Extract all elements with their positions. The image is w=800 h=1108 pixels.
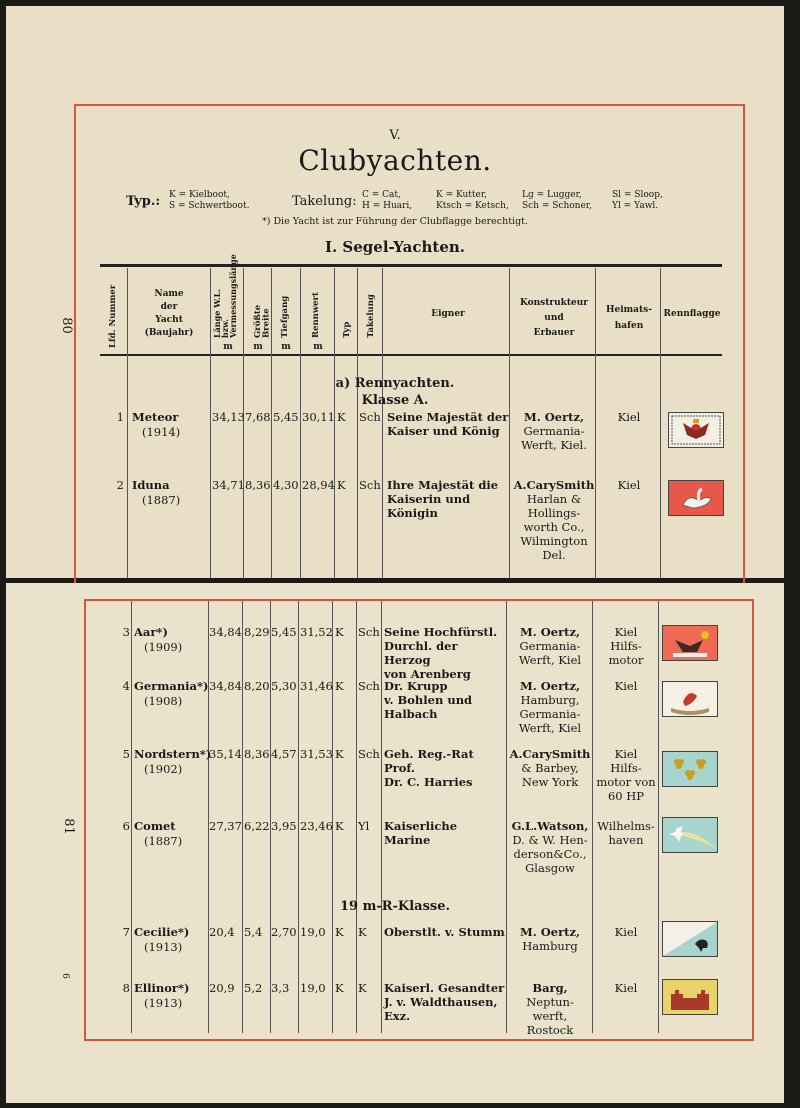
col-rule [332,601,333,1033]
hafen-line: Kiel [617,410,641,424]
col-header-takelung: Takelung [366,294,376,338]
cell-rennwert: 31,52 [300,625,333,639]
konstrukteur-line: M. Oertz, [520,679,580,693]
yacht-name: Aar*) [134,625,168,639]
section-klasse-a: Klasse A. [361,393,429,408]
cell-eigner [384,925,506,939]
cell-heimatshafen [598,410,660,424]
konstrukteur-line: Hamburg [522,939,578,953]
cell-typ: K [337,478,346,492]
yacht-year: (1914) [142,425,181,439]
cell-rennwert: 31,53 [300,747,333,761]
cell-takelung: Sch [358,679,380,693]
konstrukteur-line: G.L.Watson, [511,819,589,833]
row-number: 6 [122,819,130,833]
konstrukteur-line: worth Co., [523,520,585,534]
yacht-name: Ellinor*) [134,981,190,995]
comet-flag [662,817,718,853]
cell-typ: K [335,925,344,939]
konstrukteur-line: Germania- [519,707,581,721]
cell-rennwert: 19,0 [300,981,326,995]
eigner-line: Dr. Krupp [384,679,448,693]
typ-item: K = Kielboot, [169,190,230,200]
cell-heimatshafen [598,478,660,492]
yacht-name: Cecilie*) [134,925,190,939]
cell-takelung: Yl [358,819,370,833]
cell-breite: 5,2 [244,981,263,995]
takelung-item: Yl = Yawl. [612,201,659,211]
cell-tiefgang: 3,3 [271,981,290,995]
konstrukteur-line: & Barbey, [521,761,579,775]
cell-konstrukteur [512,410,596,452]
cell-konstrukteur [508,679,592,735]
cell-tiefgang: 4,30 [273,478,299,492]
cell-rennwert: 19,0 [300,925,326,939]
takelung-item: Ktsch = Ketsch, [436,201,509,211]
eigner-line: Königin [387,506,438,520]
cell-eigner [387,478,509,520]
eigner-line: Oberstlt. v. Stumm [384,925,505,939]
cell-laenge: 20,9 [209,981,235,995]
col-rule [131,601,132,1033]
konstrukteur-line: Glasgow [525,861,575,875]
clover-flag [662,751,718,787]
col-rule [298,601,299,1033]
yacht-year: (1909) [144,640,183,654]
col-header-name-line: Name [154,289,184,299]
cell-laenge: 34,13 [212,410,245,424]
konstrukteur-line: Werft, Kiel [518,721,582,735]
cell-breite: 8,20 [244,679,270,693]
konstrukteur-line: Germania- [519,639,581,653]
eigner-line: Exz. [384,1009,411,1023]
yacht-name: Comet [134,819,176,833]
cell-rennwert: 31,46 [300,679,333,693]
konstrukteur-line: Hollings- [527,506,581,520]
cell-konstrukteur [508,747,592,789]
cell-breite: 7,68 [245,410,271,424]
cell-typ: K [335,625,344,639]
cell-typ: K [335,747,344,761]
typ-legend [169,190,249,212]
cell-konstrukteur [508,925,592,953]
griffin-flag [662,681,718,717]
takelung-legend-col1 [362,190,412,212]
hafen-line: Wilhelms- [597,819,655,833]
yacht-year: (1913) [144,940,183,954]
cell-heimatshafen [595,625,657,667]
col-header-konstrukteur-line: Konstrukteur [519,298,589,308]
cell-laenge: 34,84 [209,625,242,639]
subtitle: I. Segel-Yachten. [324,238,466,256]
cell-eigner [384,981,506,1023]
row-number: 8 [122,981,130,995]
cell-tiefgang: 5,45 [273,410,299,424]
konstrukteur-line: A.CarySmith [513,478,595,492]
page-number-marginal: 6 [59,973,70,979]
row-number: 1 [116,410,124,424]
col-header-name-line: der [160,302,178,312]
hafen-line: Kiel [614,747,638,761]
cell-breite: 8,36 [244,747,270,761]
typ-item: S = Schwertboot. [169,201,250,211]
yacht-year: (1887) [142,493,181,507]
cell-eigner [384,625,506,681]
cell-eigner [384,747,506,789]
hafen-line: Kiel [617,478,641,492]
page-number-top: 80 [58,317,74,334]
cell-tiefgang: 4,57 [271,747,297,761]
konstrukteur-line: New York [521,775,579,789]
col-header-laenge: Länge W.L. bzw. Vermessungslänge [212,254,238,338]
cell-typ: K [335,819,344,833]
col-header-breite: Größte Breite [253,304,272,338]
takelung-legend-col4 [612,190,663,212]
hafen-line: Kiel [614,981,638,995]
yacht-name: Nordstern*) [134,747,212,761]
eigner-line: v. Bohlen und [384,693,473,707]
table-top-rule [100,264,722,267]
section-klasse-19m: 19 m-R-Klasse. [339,899,451,914]
col-rule [660,268,661,578]
cell-heimatshafen [595,679,657,693]
col-header-heimatshafen [598,302,660,334]
col-rule [506,601,507,1033]
cell-breite: 8,29 [244,625,270,639]
col-rule [356,601,357,1033]
eagle-sun-flag [662,625,718,661]
cell-eigner [384,819,506,847]
col-rule [271,268,272,578]
takelung-label: Takelung: [292,194,357,209]
cell-takelung: Sch [359,410,381,424]
takelung-legend-col2 [436,190,509,212]
konstrukteur-line: Wilmington [520,534,588,548]
unit-rennwert: m [313,342,323,352]
cell-breite: 5,4 [244,925,263,939]
takelung-item: H = Huari, [362,201,413,211]
cell-laenge: 27,37 [209,819,242,833]
col-header-eigner: Eigner [431,309,465,319]
yacht-year: (1902) [144,762,183,776]
row-number: 3 [122,625,130,639]
takelung-item: Sl = Sloop, [612,190,663,200]
cell-takelung: Sch [358,747,380,761]
page-title: Clubyachten. [298,144,492,177]
col-header-name-line: (Baujahr) [144,328,194,338]
cell-heimatshafen [595,925,657,939]
cell-heimatshafen [595,819,657,847]
cell-heimatshafen [595,981,657,995]
yacht-year: (1908) [144,694,183,708]
cell-takelung: K [358,925,367,939]
hafen-line: motor [608,653,644,667]
col-rule [300,268,301,578]
cell-konstrukteur [512,478,596,562]
typ-label: Typ.: [126,194,161,209]
col-header-tiefgang: Tiefgang [280,295,290,338]
konstrukteur-line: D. & W. Hen- [512,833,588,847]
bear-flag [662,921,718,957]
cell-konstrukteur [508,625,592,667]
eigner-line: von Arenberg [384,667,471,681]
eigner-line: Durchl. der Herzog [384,639,458,667]
section-rennyachten: a) Rennyachten. [335,376,455,391]
page-number-bottom: 81 [60,818,76,835]
swan-flag [668,480,724,516]
col-header-konstrukteur [512,296,596,341]
cell-laenge: 35,14 [209,747,242,761]
col-rule [127,268,128,578]
cell-takelung: Sch [358,625,380,639]
cell-tiefgang: 3,95 [271,819,297,833]
eigner-line: Kaiser und König [387,424,500,438]
col-header-name-line: Yacht [155,315,183,325]
eigner-line: Kaiserliche Marine [384,819,458,847]
unit-breite: m [253,342,263,352]
eigner-line: Halbach [384,707,438,721]
hafen-line: Kiel [614,679,638,693]
konstrukteur-line: M. Oertz, [520,625,580,639]
eigner-line: Geh. Reg.-Rat Prof. [384,747,474,775]
konstrukteur-line: Germania- [523,424,585,438]
cell-typ: K [337,410,346,424]
col-header-rennwert: Rennwert [311,292,321,338]
table-header-rule [100,354,722,356]
yacht-name: Meteor [132,410,179,424]
col-rule [382,268,383,578]
castle-flag [662,979,718,1015]
col-rule [357,268,358,578]
cell-breite: 6,22 [244,819,270,833]
eigner-line: Kaiserin und [387,492,471,506]
hafen-line: Kiel [614,925,638,939]
col-header-hafen-line: Heimats- [606,305,652,315]
takelung-legend-col3 [522,190,592,212]
cell-tiefgang: 5,45 [271,625,297,639]
eigner-line: Dr. C. Harries [384,775,473,789]
cell-takelung: K [358,981,367,995]
konstrukteur-line: werft, [532,1009,568,1023]
konstrukteur-line: Del. [542,548,566,562]
konstrukteur-line: Rostock [526,1023,574,1037]
konstrukteur-line: derson&Co., [513,847,587,861]
cell-breite: 8,36 [245,478,271,492]
cell-heimatshafen [595,747,657,803]
takelung-item: Lg = Lugger, [522,190,582,200]
col-header-name [130,288,208,340]
cell-tiefgang: 2,70 [271,925,297,939]
konstrukteur-line: Werft, Kiel. [521,438,587,452]
col-header-konstrukteur-line: und [544,313,564,323]
row-number: 7 [122,925,130,939]
cell-typ: K [335,981,344,995]
konstrukteur-line: Werft, Kiel [518,653,582,667]
yacht-name: Germania*) [134,679,209,693]
unit-laenge: m [223,342,233,352]
cell-rennwert: 23,46 [300,819,333,833]
col-rule [270,601,271,1033]
col-rule [208,601,209,1033]
yacht-name: Iduna [132,478,170,492]
cell-eigner [384,679,506,721]
eigner-line: Ihre Majestät die [387,478,499,492]
cell-typ: K [335,679,344,693]
cell-rennwert: 28,94 [302,478,335,492]
col-header-hafen-line: hafen [614,321,644,331]
konstrukteur-line: A.CarySmith [509,747,591,761]
konstrukteur-line: M. Oertz, [520,925,580,939]
konstrukteur-line: Neptun- [526,995,574,1009]
footnote: *) Die Yacht ist zur Führung der Clubflagge berechtigt. [261,216,529,227]
col-rule [210,268,211,578]
hafen-line: haven [608,833,644,847]
section-number: V. [389,128,401,143]
col-header-nr: Lfd. Nummer [108,284,118,348]
yacht-year: (1887) [144,834,183,848]
bottom-page [6,583,784,1103]
eigner-line: J. v. Waldthausen, [384,995,498,1009]
eigner-line: Seine Majestät der [387,410,509,424]
takelung-item: C = Cat, [362,190,401,200]
cell-konstrukteur [508,819,592,875]
col-header-konstrukteur-line: Erbauer [533,328,575,338]
row-number: 5 [122,747,130,761]
yacht-year: (1913) [144,996,183,1010]
eagle-flag [668,412,724,448]
takelung-item: K = Kutter, [436,190,488,200]
eigner-line: Kaiserl. Gesandter [384,981,505,995]
eigner-line: Seine Hochfürstl. [384,625,498,639]
cell-eigner [387,410,509,438]
unit-tiefgang: m [281,342,291,352]
cell-laenge: 34,84 [209,679,242,693]
col-rule [592,601,593,1033]
col-rule [381,601,382,1033]
konstrukteur-line: Harlan & [526,492,582,506]
cell-takelung: Sch [359,478,381,492]
hafen-line: 60 HP [607,789,645,803]
cell-tiefgang: 5,30 [271,679,297,693]
row-number: 2 [116,478,124,492]
konstrukteur-line: Hamburg, [520,693,580,707]
takelung-item: Sch = Schoner, [522,201,592,211]
cell-rennwert: 30,11 [302,410,335,424]
hafen-line: Hilfs- [610,761,642,775]
konstrukteur-line: Barg, [532,981,568,995]
konstrukteur-line: M. Oertz, [524,410,584,424]
col-rule [509,268,510,578]
top-page [6,6,784,578]
hafen-line: Kiel [614,625,638,639]
row-number: 4 [122,679,130,693]
cell-laenge: 20,4 [209,925,235,939]
col-rule [242,601,243,1033]
hafen-line: motor von [596,775,656,789]
col-header-rennflagge: Rennflagge [663,309,721,319]
col-rule [658,601,659,1033]
cell-konstrukteur [508,981,592,1037]
col-header-typ: Typ [342,321,352,338]
hafen-line: Hilfs- [610,639,642,653]
cell-laenge: 34,71 [212,478,245,492]
